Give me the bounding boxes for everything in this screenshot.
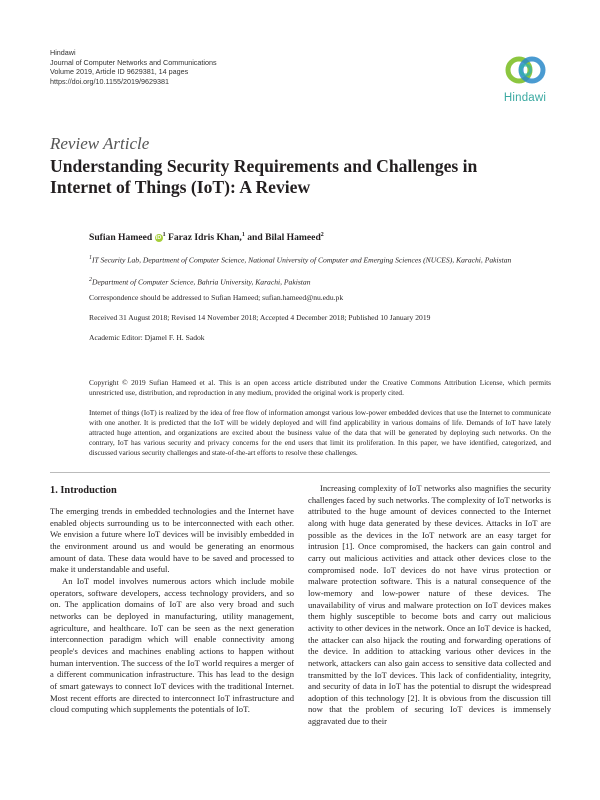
dates-line: Received 31 August 2018; Revised 14 November 2018; Accepted 4 December 2018; Published 10 January 2019	[89, 313, 431, 322]
article-title: Understanding Security Requirements and Challenges in Internet of Things (IoT): A Review	[50, 156, 478, 197]
affiliation-2	[89, 275, 549, 288]
affiliation-number: 1	[89, 255, 92, 261]
publisher-name: Hindawi	[50, 48, 76, 57]
article-type: Review Article	[50, 134, 150, 153]
orcid-icon[interactable]: iD	[155, 235, 162, 242]
author-name[interactable]: Sufian Hameed	[89, 232, 153, 244]
abstract: Internet of things (IoT) is realized by the idea of free flow of information amongst various low-power embedded devices that use the Internet to communicate with one another. It is predicted that the IoT will be widely deployed and will find applicability in various domains of life. Demands of IoT have lately attracted huge attention, and organizations are excited about the business value of the data that will be generated by deploying such networks. On the contrary, IoT has various security and privacy concerns for the end users that limit its proliferation. In this paper, we have identified, categorized, and discussed various security challenges and state-of-the-art efforts to resolve these challenges.	[89, 408, 551, 457]
journal-name: Journal of Computer Networks and Communications	[50, 57, 217, 67]
author-affiliation-mark: 1	[162, 232, 166, 238]
author-affiliation-mark: 2	[320, 232, 324, 238]
correspondence-line: Correspondence should be addressed to Sufian Hameed; sufian.hameed@nu.edu.pk	[89, 293, 344, 302]
affiliation-1	[89, 253, 549, 266]
author-list	[89, 232, 324, 243]
hindawi-logo-text: Hindawi	[503, 92, 547, 104]
body-paragraph: Increasing complexity of IoT networks also magnifies the security challenges faced by such networks. The complexity of IoT networks is attributed to the huge amount of devices connected to the Internet along with huge data generated by these devices. Attacks in IoT are possible as the devices in the IoT network are an easy target for intrusion [1]. Once compromised, the hackers can gain control and carry out malicious activities and attack other devices close to the compromised node. IoT devices do not have virus protection or malware protection software. This is a natural consequence of the low-memory and low-power nature of these devices. The unavailability of virus and malware protection on IoT devices makes them highly susceptible to become bots and carry out malicious activity to other devices in the network. Once an IoT device is hacked, the attacker can also hijack the routing and forwarding operations of the device. In addition to attacking various other devices in the network, attackers can also gain access to sensitive data collected and transmitted by the IoT devices. This lack of confidentiality, integrity, and security of data in IoT has the potential to disrupt the widespread adoption of this technology [2]. It is obvious from the discussion till now that the problem of securing IoT devices is immensely aggravated due to their	[308, 483, 551, 727]
section-heading: 1. Introduction	[50, 485, 117, 496]
section-divider	[50, 472, 550, 473]
volume-info: Volume 2019, Article ID 9629381, 14 pages	[50, 67, 189, 77]
academic-editor-line: Academic Editor: Djamel F. H. Sadok	[89, 333, 205, 342]
body-paragraph: An IoT model involves numerous actors which include mobile operators, software developers, access technology providers, and so on. The application domains of IoT are also very broad and such networks can be deployed in manufacturing, utility management, agriculture, and healthcare. IoT can be seen as the next generation interconnection paradigm which will enable connectivity among people's devices and machines enabling actions to happen without human intervention. The success of the IoT world requires a merger of a different communication infrastructure. This has lead to the design of smart gateways to connect IoT devices with the traditional Internet. Most recent efforts are directed to interconnect IoT infrastructure and cloud computing which supplements the potentials of IoT.	[50, 575, 294, 715]
body-column-right	[308, 483, 551, 728]
author-name[interactable]: and Bilal Hameed	[247, 232, 321, 244]
affiliation-text: Department of Computer Science, Bahria University, Karachi, Pakistan	[92, 277, 311, 287]
author-affiliation-mark: 1	[241, 232, 245, 238]
doi-link[interactable]: https://doi.org/10.1155/2019/9629381	[50, 76, 169, 86]
affiliation-number: 2	[89, 277, 92, 283]
copyright-notice: Copyright © 2019 Sufian Hameed et al. This is an open access article distributed under the Creative Commons Attribution License, which permits unrestricted use, distribution, and reproduction in any medium, provided the original work is properly cited.	[89, 378, 551, 397]
body-paragraph: The emerging trends in embedded technologies and the Internet have enabled objects surrounding us to be interconnected with each other. We envision a future where IoT devices will be invisibly embedded in the environment around us and would be generating an enormous amount of data. These data would have to be saved and processed to make it understandable and useful.	[50, 506, 294, 575]
affiliation-text: IT Security Lab, Department of Computer Science, National University of Computer and Emerging Sciences (NUCES), Karachi, Pakistan	[92, 255, 512, 265]
author-name[interactable]: Faraz Idris Khan,	[167, 232, 242, 244]
body-column-left	[50, 506, 294, 716]
journal-info	[50, 48, 217, 86]
